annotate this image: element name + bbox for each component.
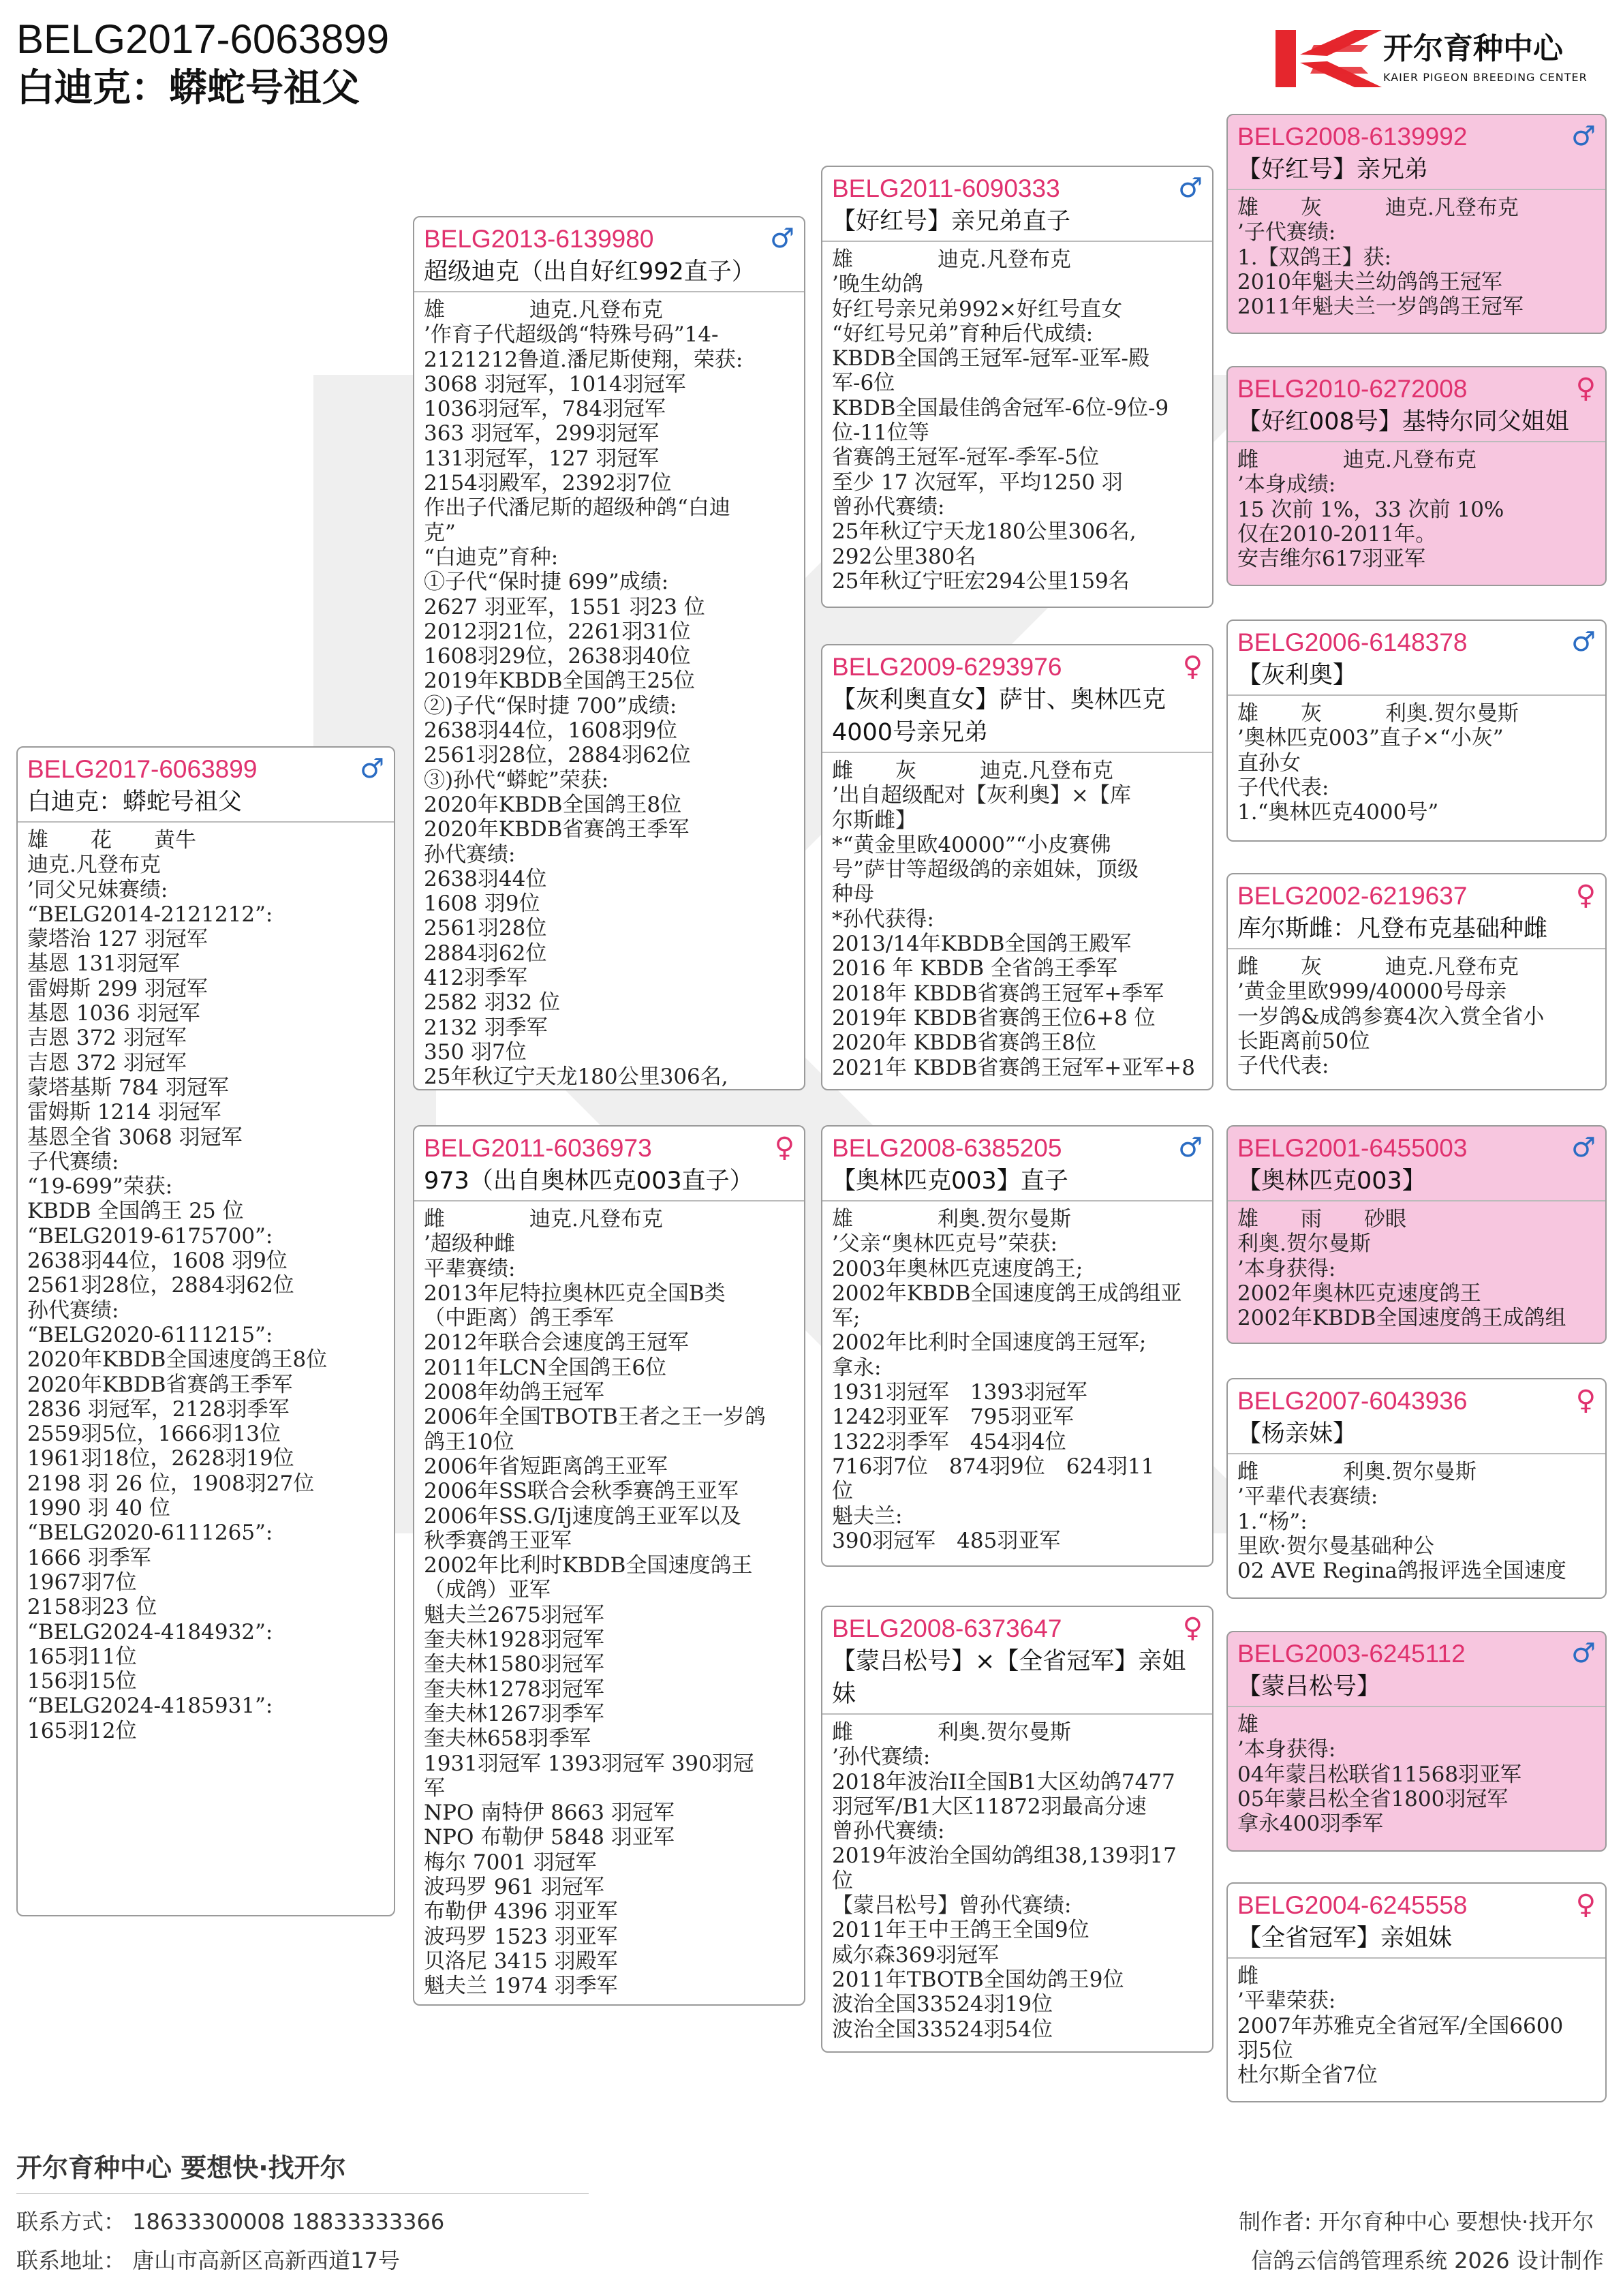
note-line: 贝洛尼 3415 羽殿军 — [424, 1948, 618, 1974]
note-line: 1242羽亚军 795羽亚军 — [832, 1405, 1075, 1430]
male-sign-icon: ♂ — [1571, 1132, 1596, 1163]
note-line: 雷姆斯 1214 羽冠军 — [27, 1100, 221, 1125]
pigeon-name: 【杨亲妹】 — [1237, 1420, 1357, 1448]
card-header — [822, 167, 1212, 242]
card-notes — [822, 1201, 1212, 1553]
note-line: 2002年比利时KBDB全国速度鸽王 — [424, 1553, 753, 1578]
note-line: 基恩 131羽冠军 — [27, 951, 181, 977]
card-header — [1228, 1632, 1605, 1707]
note-line: ①子代“保时捷 699”成绩: — [424, 570, 669, 595]
note-line: 2016 年 KBDB 全省鸽王季军 — [832, 956, 1118, 981]
pigeon-name-subtitle: 白迪克：蟒蛇号祖父 — [16, 66, 360, 110]
note-line: 孙代赛绩: — [424, 842, 516, 867]
pedigree-card-dam-sire[interactable] — [821, 1125, 1214, 1567]
note-line: 2018年 KBDB省赛鸽王冠军+季军 — [832, 981, 1164, 1006]
pigeon-name: 【奥林匹克003】直子 — [832, 1167, 1068, 1195]
note-line: 165羽12位 — [27, 1718, 137, 1743]
note-line: 2561羽28位，2884羽62位 — [27, 1273, 294, 1298]
card-notes — [822, 242, 1212, 594]
note-line: 2010年魁夫兰幼鸽鸽王冠军 — [1237, 269, 1502, 294]
card-header — [1228, 115, 1605, 190]
card-notes — [1228, 696, 1605, 825]
pedigree-card-sire-sire[interactable] — [821, 166, 1214, 608]
note-line: 曾孙代赛绩: — [832, 1819, 945, 1844]
note-line: ’平辈荣获: — [1237, 1989, 1336, 2014]
card-notes — [18, 823, 394, 1743]
note-line: 2884羽62位 — [424, 940, 547, 966]
note-line: 省赛鸽王冠军-冠军-季军-5位 — [832, 445, 1100, 470]
card-notes — [822, 753, 1212, 1080]
note-line: “BELG2019-6175700”: — [27, 1223, 273, 1249]
ring-number: BELG2003-6245112 — [1237, 1640, 1466, 1668]
note-line: 2019年波治全国幼鸽组38,139羽17 — [832, 1843, 1177, 1869]
note-line: 2011年LCN全国鸽王6位 — [424, 1355, 667, 1380]
note-line: 165羽11位 — [27, 1644, 137, 1669]
card-header — [1228, 1127, 1605, 1201]
note-line: 2011年魁夫兰一岁鸽鸽王冠军 — [1237, 294, 1524, 320]
card-header — [1228, 1884, 1605, 1959]
note-line: 2006年SS.G/Ij速度鸽王亚军以及 — [424, 1503, 741, 1529]
note-line: ’本身获得: — [1237, 1737, 1336, 1762]
note-line: KBDB全国最佳鸽舍冠军-6位-9位-9 — [832, 395, 1169, 420]
pigeon-name: 【全省冠军】亲姐妹 — [1237, 1925, 1453, 1952]
note-line: 2007年苏雅克全省冠军/全国6600 — [1237, 2013, 1564, 2038]
note-line: 2006年SS联合会秋季赛鸽王亚军 — [424, 1479, 739, 1504]
note-line: 25年秋辽宁旺宏294公里159名 — [832, 568, 1130, 594]
note-line: 吉恩 372 羽冠军 — [27, 1026, 187, 1051]
note-line: ③)孙代“蟒蛇”荣获: — [424, 767, 609, 793]
brand-name-en: KAIER PIGEON BREEDING CENTER — [1383, 71, 1588, 84]
pedigree-card-gg1[interactable] — [1226, 114, 1607, 334]
note-line: 390羽冠军 485羽亚军 — [832, 1528, 1061, 1553]
note-line: 雄 灰 利奥.贺尔曼斯 — [1237, 701, 1519, 726]
note-line: 292公里380名 — [832, 544, 976, 569]
note-line: 1.“奥林匹克4000号” — [1237, 800, 1439, 825]
note-line: 1036羽冠军，784羽冠军 — [424, 397, 666, 422]
pigeon-name: 【好红号】亲兄弟 — [1237, 156, 1429, 183]
note-line: 作出子代潘尼斯的超级种鸽“白迪 — [424, 495, 730, 521]
note-line: 羽5位 — [1237, 2038, 1293, 2063]
note-line: 曾孙代赛绩: — [832, 494, 945, 519]
note-line: 利奥.贺尔曼斯 — [1237, 1231, 1371, 1257]
note-line: 350 羽7位 — [424, 1039, 527, 1065]
card-notes — [414, 1201, 804, 1999]
note-line: “白迪克”育种: — [424, 545, 559, 570]
note-line: “BELG2020-6111215”: — [27, 1322, 273, 1347]
note-line: 克” — [424, 520, 456, 545]
note-line: 2013/14年KBDB全国鸽王殿军 — [832, 932, 1132, 957]
note-line: ’作育子代超级鸽“特殊号码”14- — [424, 322, 719, 348]
note-line: 1322羽季军 454羽4位 — [832, 1429, 1066, 1454]
note-line: 拿永: — [832, 1355, 882, 1380]
card-notes — [1228, 442, 1605, 571]
note-line: 2006年全国TBOTB王者之王一岁鸽 — [424, 1405, 766, 1430]
footer-divider — [16, 2193, 589, 2194]
note-line: 一岁鸽&成鸽参赛4次入赏全省小 — [1237, 1004, 1545, 1029]
pigeon-id-title: BELG2017-6063899 — [16, 16, 390, 62]
note-line: 2020年KBDB省赛鸽王季军 — [424, 817, 690, 842]
pigeon-name: 【灰利奥】 — [1237, 662, 1357, 689]
card-header — [822, 1607, 1212, 1715]
note-line: 2020年KBDB全国速度鸽王8位 — [27, 1347, 328, 1373]
note-line: 奎夫林1267羽季军 — [424, 1701, 604, 1726]
note-line: ’父亲“奥林匹克号”荣获: — [832, 1231, 1057, 1257]
note-line: 15 次前 1%，33 次前 10% — [1237, 497, 1504, 522]
note-line: 2002年KBDB全国速度鸽王成鸽组亚 — [832, 1281, 1182, 1306]
note-line: 2638羽44位，1608羽9位 — [424, 718, 677, 744]
note-line: 平辈赛绩: — [424, 1256, 516, 1281]
note-line: *“黄金里欧40000”“小皮赛佛 — [832, 832, 1111, 857]
ring-number: BELG2008-6139992 — [1237, 123, 1468, 151]
female-sign-icon: ♀ — [1182, 651, 1203, 682]
note-line: 1931羽冠军 1393羽冠军 390羽冠 — [424, 1751, 754, 1776]
note-line: 1931羽冠军 1393羽冠军 — [832, 1380, 1087, 1405]
note-line: 2019年KBDB全国鸽王25位 — [424, 669, 695, 694]
female-sign-icon: ♀ — [1575, 1385, 1596, 1416]
note-line: 2561羽28位 — [424, 916, 547, 941]
note-line: 1.“杨”: — [1237, 1509, 1308, 1534]
note-line: 里欧·贺尔曼基础种公 — [1237, 1533, 1434, 1559]
note-line: ②)子代“保时捷 700”成绩: — [424, 693, 677, 718]
pedigree-card-dam-dam[interactable] — [821, 1606, 1214, 2053]
note-line: 2003年奥林匹克速度鸽王; — [832, 1256, 1083, 1281]
note-line: 雌 灰 迪克.凡登布克 — [1237, 955, 1519, 979]
note-line: 军 — [424, 1775, 445, 1801]
note-line: 雄 花 黄牛 — [27, 828, 196, 853]
note-line: ’黄金里欧999/40000号母亲 — [1237, 979, 1507, 1005]
note-line: 2011年王中王鸽王全国9位 — [832, 1918, 1089, 1943]
note-line: 雌 灰 迪克.凡登布克 — [832, 759, 1113, 783]
ring-number: BELG2010-6272008 — [1237, 375, 1468, 403]
ring-number: BELG2013-6139980 — [424, 225, 654, 253]
female-sign-icon: ♀ — [1575, 880, 1596, 911]
card-notes — [1228, 1959, 1605, 2087]
note-line: 1961羽18位，2628羽19位 — [27, 1446, 294, 1471]
note-line: 位 — [832, 1868, 853, 1893]
note-line: ’平辈代表赛绩: — [1237, 1484, 1378, 1510]
note-line: 363 羽冠军，299羽冠军 — [424, 421, 660, 446]
male-sign-icon: ♂ — [1571, 1638, 1596, 1669]
note-line: *孙代获得: — [832, 906, 934, 932]
note-line: 波玛罗 961 羽冠军 — [424, 1875, 604, 1900]
note-line: 好红号亲兄弟992×好红号直女 — [832, 296, 1123, 322]
note-line: 子代代表: — [1237, 775, 1329, 800]
note-line: 2020年KBDB省赛鸽王季军 — [27, 1372, 293, 1397]
note-line: 2021年 KBDB省赛鸽王冠军+亚军+8 — [832, 1055, 1195, 1080]
note-line: 2013年尼特拉奥林匹克全国B类 — [424, 1281, 726, 1306]
note-line: 412羽季军 — [424, 966, 528, 991]
note-line: 02 AVE Regina鸽报评选全国速度 — [1237, 1559, 1566, 1584]
note-line: 2559羽5位，1666羽13位 — [27, 1422, 281, 1447]
card-notes — [414, 292, 804, 1090]
note-line: 2121212鲁道.潘尼斯使翔，荣获: — [424, 347, 743, 372]
male-sign-icon: ♂ — [1178, 1132, 1203, 1163]
note-line: NPO 布勒伊 5848 羽亚军 — [424, 1825, 675, 1850]
pigeon-name: 【灰利奥直女】萨甘、奥林匹克4000号亲兄弟 — [832, 686, 1166, 746]
note-line: 雄 灰 迪克.凡登布克 — [1237, 196, 1519, 220]
note-line: ’子代赛绩: — [1237, 220, 1336, 245]
card-notes — [1228, 1454, 1605, 1583]
note-line: 131羽冠军，127 羽冠军 — [424, 446, 660, 471]
note-line: 2198 羽 26 位，1908羽27位 — [27, 1471, 315, 1496]
note-line: （中距离）鸽王季军 — [424, 1306, 614, 1331]
note-line: 孙代赛绩: — [27, 1298, 119, 1323]
note-line: 雌 迪克.凡登布克 — [1237, 448, 1477, 472]
note-line: ’同父兄妹赛绩: — [27, 877, 168, 902]
note-line: 秋季赛鸽王亚军 — [424, 1528, 572, 1553]
male-sign-icon: ♂ — [1571, 121, 1596, 152]
card-header — [414, 1127, 804, 1201]
note-line: 156羽15位 — [27, 1669, 137, 1694]
pigeon-name: 【好红008号】基特尔同父姐姐 — [1237, 408, 1569, 435]
note-line: 位 — [832, 1479, 853, 1504]
card-header — [1228, 1379, 1605, 1454]
note-line: 军-6位 — [832, 371, 895, 396]
card-notes — [1228, 1707, 1605, 1836]
male-sign-icon: ♂ — [360, 753, 384, 784]
note-line: 2561羽28位，2884羽62位 — [424, 743, 691, 768]
note-line: 雌 利奥.贺尔曼斯 — [832, 1720, 1071, 1745]
pigeon-name: 【好红号】亲兄弟直子 — [832, 208, 1071, 235]
ring-number: BELG2002-6219637 — [1237, 882, 1468, 910]
footer-address: 联系地址： 唐山市高新区高新西道17号 — [16, 2248, 400, 2274]
pedigree-card-sire-dam[interactable] — [821, 644, 1214, 1090]
note-line: 2020年 KBDB省赛鸽王8位 — [832, 1030, 1097, 1056]
note-line: 威尔森369羽冠军 — [832, 1942, 1000, 1968]
pedigree-card-gg2[interactable] — [1226, 366, 1607, 586]
note-line: 布勒伊 4396 羽亚军 — [424, 1899, 618, 1925]
note-line: 2020年KBDB全国鸽王8位 — [424, 792, 682, 817]
note-line: 2158羽23 位 — [27, 1595, 157, 1620]
note-line: 2836 羽冠军，2128羽季军 — [27, 1396, 290, 1422]
note-line: 魁夫兰: — [832, 1503, 903, 1529]
note-line: 2006年省短距离鸽王亚军 — [424, 1454, 668, 1479]
pigeon-name: 白迪克：蟒蛇号祖父 — [27, 789, 243, 816]
note-line: “19-699”荣获: — [27, 1174, 173, 1199]
note-line: 2002年比利时全国速度鸽王冠军; — [832, 1330, 1147, 1356]
card-header — [822, 1127, 1212, 1201]
female-sign-icon: ♀ — [1182, 1612, 1203, 1644]
note-line: 波治全国33524羽54位 — [832, 2017, 1053, 2042]
ring-number: BELG2017-6063899 — [27, 755, 258, 783]
note-line: 波治全国33524羽19位 — [832, 1992, 1053, 2017]
note-line: 奎夫林1928羽冠军 — [424, 1627, 604, 1653]
note-line: ’超级种雌 — [424, 1231, 515, 1257]
note-line: 雌 — [1237, 1964, 1258, 1989]
pedigree-card-dam[interactable] — [413, 1125, 805, 2006]
ring-number: BELG2008-6373647 — [832, 1614, 1062, 1642]
pigeon-name: 【奥林匹克003】 — [1237, 1167, 1426, 1195]
note-line: 子代赛绩: — [27, 1149, 119, 1174]
note-line: 位-11位等 — [832, 420, 929, 446]
note-line: ’出自超级配对【灰利奥】×【库 — [832, 783, 1131, 808]
brand-name: 开尔育种中心 — [1383, 31, 1563, 66]
footer-title: 开尔育种中心 要想快·找开尔 — [16, 2153, 346, 2183]
note-line: 尔斯雌】 — [832, 808, 916, 833]
note-line: 2012羽21位，2261羽31位 — [424, 619, 691, 644]
note-line: NPO 南特伊 8663 羽冠军 — [424, 1801, 675, 1826]
female-sign-icon: ♀ — [1575, 1889, 1596, 1920]
note-line: 雄 — [1237, 1713, 1258, 1737]
pigeon-name: 973（出自奥林匹克003直子） — [424, 1167, 754, 1195]
note-line: 25年秋辽宁天龙180公里306名, — [424, 1065, 728, 1090]
note-line: 2018年波治II全国B1大区幼鸽7477 — [832, 1769, 1175, 1794]
note-line: 2154羽殿军，2392羽7位 — [424, 471, 672, 496]
note-line: 军; — [832, 1306, 861, 1331]
male-sign-icon: ♂ — [770, 223, 794, 254]
note-line: 吉恩 372 羽冠军 — [27, 1050, 187, 1075]
note-line: 【蒙吕松号】曾孙代赛绩: — [832, 1893, 1072, 1918]
note-line: 2002年KBDB全国速度鸽王成鸽组 — [1237, 1306, 1566, 1331]
note-line: 雷姆斯 299 羽冠军 — [27, 976, 208, 1001]
note-line: 魁夫兰2675羽冠军 — [424, 1602, 604, 1627]
note-line: KBDB全国鸽王冠军-冠军-亚军-殿 — [832, 346, 1149, 371]
note-line: 3068 羽冠军，1014羽冠军 — [424, 371, 686, 397]
note-line: 奎夫林658羽季军 — [424, 1726, 591, 1751]
note-line: 鸽王10位 — [424, 1429, 514, 1454]
note-line: 1990 羽 40 位 — [27, 1496, 170, 1521]
pedigree-card-gg5[interactable] — [1226, 1125, 1607, 1344]
pedigree-card-gg3[interactable] — [1226, 619, 1607, 842]
male-sign-icon: ♂ — [1571, 626, 1596, 658]
male-sign-icon: ♂ — [1178, 172, 1203, 204]
note-line: 雌 利奥.贺尔曼斯 — [1237, 1460, 1477, 1484]
card-header — [414, 217, 804, 292]
note-line: 安吉维尔617羽亚军 — [1237, 547, 1426, 572]
ring-number: BELG2007-6043936 — [1237, 1387, 1468, 1415]
note-line: 梅尔 7001 羽冠军 — [424, 1850, 597, 1875]
note-line: ’本身获得: — [1237, 1256, 1336, 1281]
pigeon-name: 【蒙吕松号】×【全省冠军】亲姐妹 — [832, 1648, 1186, 1708]
note-line: 羽冠军/B1大区11872羽最高分速 — [832, 1794, 1147, 1819]
footer-phone: 联系方式： 18633300008 18833333366 — [16, 2209, 445, 2235]
ring-number: BELG2004-6245558 — [1237, 1891, 1468, 1919]
note-line: 杜尔斯全省7位 — [1237, 2063, 1378, 2088]
card-notes — [1228, 190, 1605, 319]
card-notes — [1228, 949, 1605, 1078]
note-line: 至少 17 次冠军，平均1250 羽 — [832, 470, 1123, 495]
pedigree-card-subject[interactable] — [16, 746, 395, 1916]
note-line: 1666 羽季军 — [27, 1545, 151, 1570]
pedigree-card-gg6[interactable] — [1226, 1378, 1607, 1599]
ring-number: BELG2011-6090333 — [832, 174, 1060, 202]
note-line: 雄 迪克.凡登布克 — [424, 298, 663, 322]
note-line: 拿永400羽季军 — [1237, 1811, 1384, 1837]
note-line: 716羽7位 874羽9位 624羽11 — [832, 1454, 1155, 1479]
note-line: 2627 羽亚军，1551 羽23 位 — [424, 594, 705, 619]
ring-number: BELG2008-6385205 — [832, 1134, 1062, 1162]
note-line: 雄 利奥.贺尔曼斯 — [832, 1207, 1071, 1231]
note-line: 波玛罗 1523 羽亚军 — [424, 1924, 618, 1949]
note-line: “BELG2020-6111265”: — [27, 1520, 273, 1546]
note-line: 种母 — [832, 882, 874, 907]
note-line: （成鸽）亚军 — [424, 1578, 551, 1603]
note-line: ’奥林匹克003”直子×“小灰” — [1237, 726, 1504, 751]
note-line: 奎夫林1278羽冠军 — [424, 1677, 604, 1702]
pedigree-card-gg7[interactable] — [1226, 1631, 1607, 1852]
footer-system: 信鸽云信鸽管理系统 2026 设计制作 — [1251, 2248, 1604, 2274]
note-line: 长距离前50位 — [1237, 1028, 1370, 1054]
note-line: 2638羽44位 — [424, 866, 547, 891]
note-line: 04年蒙吕松联省11568羽亚军 — [1237, 1762, 1522, 1787]
card-header — [18, 748, 394, 823]
pedigree-card-sire[interactable] — [413, 216, 805, 1090]
note-line: 2011年TBOTB全国幼鸽王9位 — [832, 1967, 1124, 1992]
note-line: “BELG2014-2121212”: — [27, 902, 273, 927]
card-notes — [1228, 1201, 1605, 1330]
note-line: 雄 迪克.凡登布克 — [832, 247, 1071, 272]
note-line: 直孙女 — [1237, 750, 1301, 776]
note-line: 奎夫林1580羽冠军 — [424, 1652, 604, 1677]
female-sign-icon: ♀ — [1575, 373, 1596, 404]
card-notes — [822, 1715, 1212, 2042]
note-line: 2008年幼鸽王冠军 — [424, 1380, 604, 1405]
pedigree-card-gg4[interactable] — [1226, 873, 1607, 1090]
note-line: 仅在2010-2011年。 — [1237, 521, 1437, 547]
note-line: 1608 羽9位 — [424, 891, 540, 917]
note-line: “BELG2024-4185931”: — [27, 1694, 273, 1719]
note-line: 2002年奥林匹克速度鸽王 — [1237, 1281, 1481, 1306]
note-line: 蒙塔基斯 784 羽冠军 — [27, 1075, 229, 1100]
note-line: ’本身成绩: — [1237, 472, 1336, 498]
note-line: 2582 羽32 位 — [424, 990, 561, 1015]
ring-number: BELG2011-6036973 — [424, 1134, 652, 1162]
note-line: 2132 羽季军 — [424, 1015, 548, 1040]
card-header — [1228, 621, 1605, 696]
note-line: 雄 雨 砂眼 — [1237, 1207, 1406, 1231]
note-line: 2638羽44位，1608 羽9位 — [27, 1249, 288, 1274]
note-line: 子代代表: — [1237, 1054, 1329, 1079]
female-sign-icon: ♀ — [774, 1132, 794, 1163]
ring-number: BELG2006-6148378 — [1237, 628, 1468, 656]
note-line: ’晚生幼鸽 — [832, 272, 923, 297]
note-line: 魁夫兰 1974 羽季军 — [424, 1974, 618, 1999]
note-line: 基恩全省 3068 羽冠军 — [27, 1124, 243, 1150]
note-line: 雌 迪克.凡登布克 — [424, 1207, 663, 1231]
note-line: 号”萨甘等超级鸽的亲姐妹，顶级 — [832, 857, 1139, 883]
pigeon-name: 【蒙吕松号】 — [1237, 1673, 1381, 1700]
card-header — [1228, 874, 1605, 949]
pigeon-name: 超级迪克（出自好红992直子） — [424, 258, 756, 286]
note-line: 1967羽7位 — [27, 1570, 137, 1595]
note-line: “好红号兄弟”育种后代成绩: — [832, 321, 1094, 346]
note-line: “BELG2024-4184932”: — [27, 1619, 273, 1644]
note-line: 迪克.凡登布克 — [27, 853, 161, 878]
note-line: 2012年联合会速度鸽王冠军 — [424, 1330, 689, 1356]
pedigree-card-gg8[interactable] — [1226, 1882, 1607, 2102]
note-line: KBDB 全国鸽王 25 位 — [27, 1199, 244, 1224]
note-line: ’孙代赛绩: — [832, 1745, 931, 1770]
note-line: 05年蒙吕松全省1800羽冠军 — [1237, 1786, 1509, 1811]
note-line: 25年秋辽宁天龙180公里306名, — [832, 519, 1137, 545]
ring-number: BELG2001-6455003 — [1237, 1134, 1468, 1162]
note-line: 2019年 KBDB省赛鸽王位6+8 位 — [832, 1005, 1156, 1030]
card-header — [1228, 367, 1605, 442]
note-line: 1608羽29位，2638羽40位 — [424, 644, 691, 669]
card-header — [822, 645, 1212, 753]
note-line: 蒙塔治 127 羽冠军 — [27, 927, 208, 952]
footer-maker: 制作者: 开尔育种中心 要想快·找开尔 — [1239, 2209, 1594, 2235]
note-line: 基恩 1036 羽冠军 — [27, 1001, 200, 1026]
note-line: 1.【双鸽王】获: — [1237, 245, 1392, 270]
pigeon-name: 库尔斯雌：凡登布克基础种雌 — [1237, 915, 1548, 943]
ring-number: BELG2009-6293976 — [832, 653, 1062, 681]
